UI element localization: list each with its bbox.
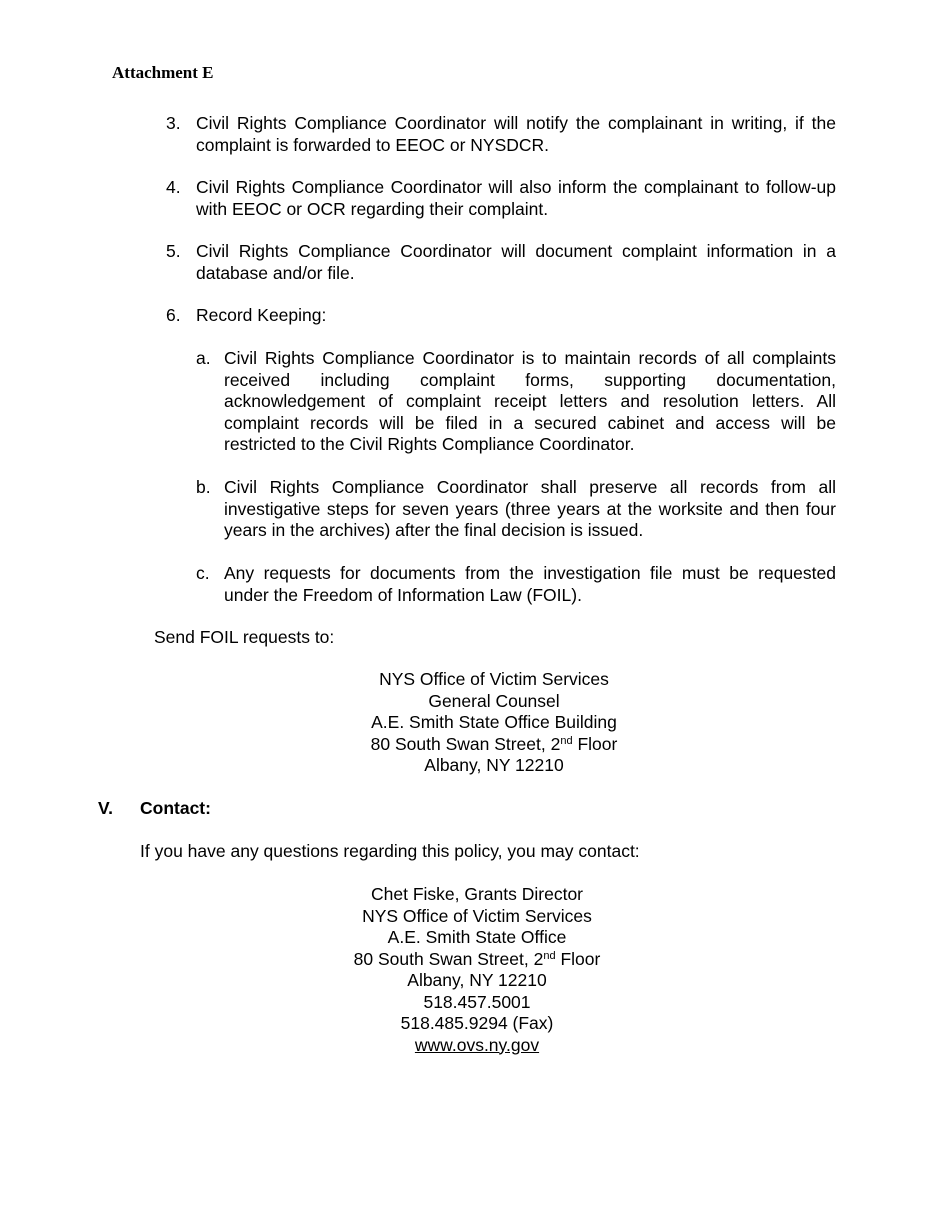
list-item-4 (166, 177, 836, 220)
sub-item-a (196, 348, 836, 456)
sub-letter: b. (196, 477, 211, 497)
sub-letter: a. (196, 348, 211, 368)
list-number: 3. (166, 113, 181, 133)
section-title: Contact: (140, 798, 211, 818)
foil-street-line: 80 South Swan Street, 2nd Floor (370, 733, 618, 754)
sub-item-b (196, 477, 836, 542)
website-link[interactable]: www.ovs.ny.gov (414, 1034, 540, 1055)
list-text: Record Keeping: (196, 305, 327, 325)
contact-intro: If you have any questions regarding this policy, you may contact: (140, 841, 640, 861)
list-item-5 (166, 241, 836, 284)
contact-line: A.E. Smith State Office (387, 927, 567, 947)
list-item-6 (166, 305, 836, 327)
list-number: 4. (166, 177, 181, 197)
contact-line: NYS Office of Victim Services (362, 905, 592, 926)
list-number: 5. (166, 241, 181, 261)
foil-address-line: A.E. Smith State Office Building (371, 712, 617, 732)
foil-intro: Send FOIL requests to: (154, 627, 335, 647)
sub-letter: c. (196, 563, 210, 583)
foil-address-line: General Counsel (428, 690, 560, 711)
section-number: V. (98, 798, 113, 818)
contact-line: Chet Fiske, Grants Director (371, 884, 583, 904)
attachment-label: Attachment E (112, 63, 214, 82)
list-text: Civil Rights Compliance Coordinator will also inform the complainant to follow-up with EEOC or OCR regarding their complaint. (196, 177, 836, 219)
contact-city-line: Albany, NY 12210 (407, 970, 547, 990)
sub-item-c (196, 563, 836, 606)
contact-address-block (2, 884, 950, 1056)
contact-street-line: 80 South Swan Street, 2nd Floor (353, 948, 601, 969)
foil-address-block (19, 669, 950, 777)
list-item-3 (166, 113, 836, 156)
contact-phone: 518.457.5001 (423, 991, 531, 1012)
list-text: Civil Rights Compliance Coordinator will notify the complainant in writing, if the complaint is forwarded to EEOC or NYSDCR. (196, 113, 836, 155)
list-number: 6. (166, 305, 181, 325)
sub-text: Civil Rights Compliance Coordinator shall preserve all records from all investigative steps for seven years (three years at the worksite and then four years in the archives) after the final decision is issued. (224, 477, 836, 540)
contact-fax: 518.485.9294 (Fax) (400, 1013, 554, 1033)
sub-text: Civil Rights Compliance Coordinator is to maintain records of all complaints received including complaint forms, supporting documentation, acknowledgement of complaint receipt letters and resolution letters. All complaint records will be filed in a secured cabinet and access will be restricted to the Civil Rights Compliance Coordinator. (224, 348, 836, 454)
foil-city-line: Albany, NY 12210 (424, 755, 564, 775)
sub-text: Any requests for documents from the investigation file must be requested under the Freedom of Information Law (FOIL). (224, 563, 836, 605)
list-text: Civil Rights Compliance Coordinator will document complaint information in a database and/or file. (196, 241, 836, 283)
foil-address-line: NYS Office of Victim Services (379, 669, 609, 689)
